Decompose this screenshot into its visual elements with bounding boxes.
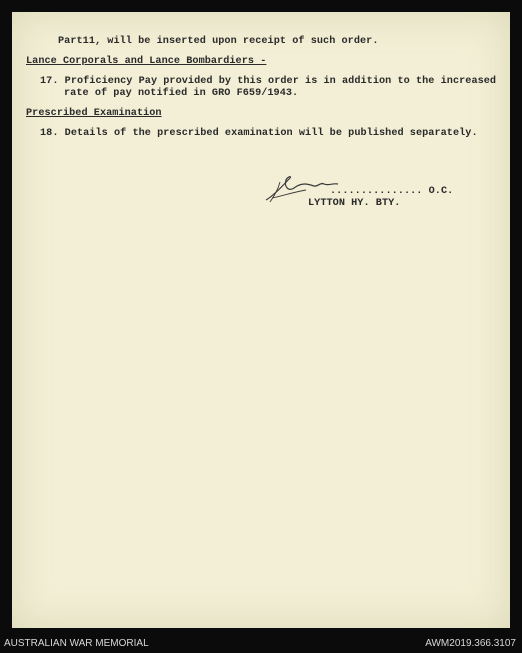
footer-accession-number: AWM2019.366.3107 (425, 638, 516, 649)
document-page (12, 12, 510, 628)
paragraph-18: 18. Details of the prescribed examination will be published separately. (40, 128, 478, 139)
signature-dots-oc: ............... O.C. (330, 186, 454, 197)
text-line-1: Part11, will be inserted upon receipt of such order. (58, 36, 379, 47)
heading-prescribed-examination: Prescribed Examination (26, 108, 162, 119)
footer-institution: AUSTRALIAN WAR MEMORIAL (4, 638, 149, 649)
signature-unit: LYTTON HY. BTY. (308, 198, 401, 209)
paragraph-17-line-2: rate of pay notified in GRO F659/1943. (64, 88, 299, 99)
paragraph-17-line-1: 17. Proficiency Pay provided by this order is in addition to the increased (40, 76, 497, 87)
heading-lance-corporals: Lance Corporals and Lance Bombardiers - (26, 56, 267, 67)
